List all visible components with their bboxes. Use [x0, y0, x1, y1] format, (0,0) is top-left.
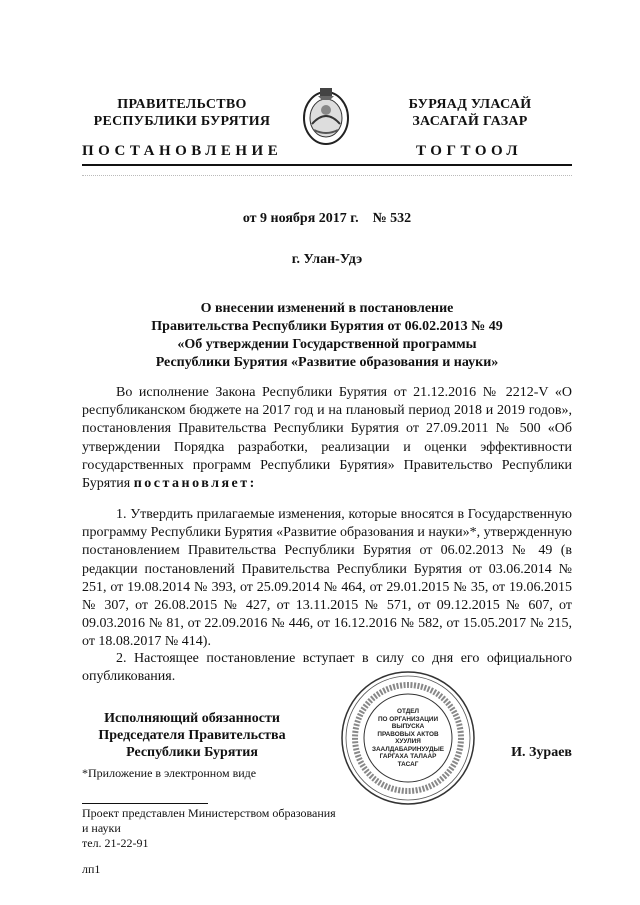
stamp-line3: ВЫПУСКА: [391, 723, 425, 730]
signature-line2: Председателя Правительства: [98, 728, 286, 743]
signature-line1: Исполняющий обязанности: [104, 711, 280, 726]
stamp-line7: ГАРГАХА ТАЛААР: [379, 753, 437, 760]
signature-line3: Республики Бурятия: [126, 745, 258, 760]
preamble-text: Во исполнение Закона Республики Бурятия от 21.12.2016 № 2212-V «О республиканском бюджете на 2017 год и на плановый период 2018 и 2019 годов», постановления Правительства Республики Бурятия от 27.09.2011 № 500 «Об утверждении Порядка разработки, реализации и оценки эффективности государственных программ Республики Бурятия» Правительство Республики Бурятия: [82, 385, 572, 492]
date-number: от 9 ноября 2017 г. № 532: [242, 211, 412, 226]
signatory-name: И. Зураев: [511, 745, 572, 760]
footer-line3: тел. 21-22-91: [82, 836, 149, 850]
footer-block: [82, 806, 382, 851]
signature-position: [82, 710, 302, 761]
header-rule: [82, 164, 572, 166]
preamble-paragraph: [82, 384, 572, 493]
preamble-resolves: постановляет:: [133, 476, 257, 492]
official-stamp: [338, 668, 478, 808]
doctype-right: ТОГТООЛ: [416, 143, 523, 159]
footer-line2: и науки: [82, 821, 121, 835]
stamp-line4: ПРАВОВЫХ АКТОВ: [377, 730, 439, 738]
subject-line1: О внесении изменений в постановление: [200, 301, 454, 316]
header-left-line2: РЕСПУБЛИКИ БУРЯТИЯ: [93, 114, 271, 129]
appendix-note: *Приложение в электронном виде: [82, 766, 257, 780]
coat-of-arms-emblem: [300, 86, 352, 146]
subject-line2: Правительства Республики Бурятия от 06.02.2013 № 49: [151, 319, 503, 334]
header-right-line1: БУРЯАД УЛАСАЙ: [408, 97, 532, 112]
doctype-left: ПОСТАНОВЛЕНИЕ: [82, 143, 283, 159]
city: г. Улан-Удэ: [291, 252, 363, 267]
subject-line4: Республики Бурятия «Развитие образования и науки»: [155, 355, 499, 370]
stamp-line6: ЗААЛДАБАРИНУУДЫЕ: [371, 745, 445, 753]
footer-rule: [82, 803, 208, 804]
stamp-line2: ПО ОРГАНИЗАЦИИ: [377, 715, 439, 723]
stamp-line8: ТАСАГ: [397, 760, 419, 768]
header-right: [370, 96, 570, 130]
item-2-paragraph: 2. Настоящее постановление вступает в силу со дня его официального опубликования.: [82, 651, 572, 685]
footer-code: лп1: [82, 862, 101, 876]
stamp-line1: ОТДЕЛ: [396, 708, 419, 715]
header-right-line2: ЗАСАГАЙ ГАЗАР: [412, 114, 528, 129]
subject-line3: «Об утверждении Государственной программы: [177, 337, 477, 352]
header-left-line1: ПРАВИТЕЛЬСТВО: [117, 97, 247, 112]
item-1-paragraph: 1. Утвердить прилагаемые изменения, которые вносятся в Государственную программу Республики Бурятия «Развитие образования и науки»*, утвержденную постановлением Правительства Республики Бурятия от 06.02.2013 № 49 (в редакции постановлений Правительства Республики Бурятия от 03.06.2014 № 251, от 19.08.2014 № 393, от 25.09.2014 № 464, от 29.01.2015 № 35, от 19.06.2015 № 307, от 26.08.2015 № 427, от 13.11.2015 № 571, от 09.12.2015 № 607, от 09.03.2016 № 81, от 22.09.2016 № 446, от 16.12.2016 № 582, от 15.05.2017 № 215, от 18.08.2017 № 414).: [82, 507, 572, 650]
stamp-center-text: [366, 708, 450, 768]
header-dotted-rule: [82, 175, 572, 176]
stamp-line5: ХУУЛИЯ: [395, 738, 421, 745]
header-left: [82, 96, 282, 130]
subject-block: [82, 300, 572, 372]
footer-line1: Проект представлен Министерством образования: [82, 806, 336, 820]
